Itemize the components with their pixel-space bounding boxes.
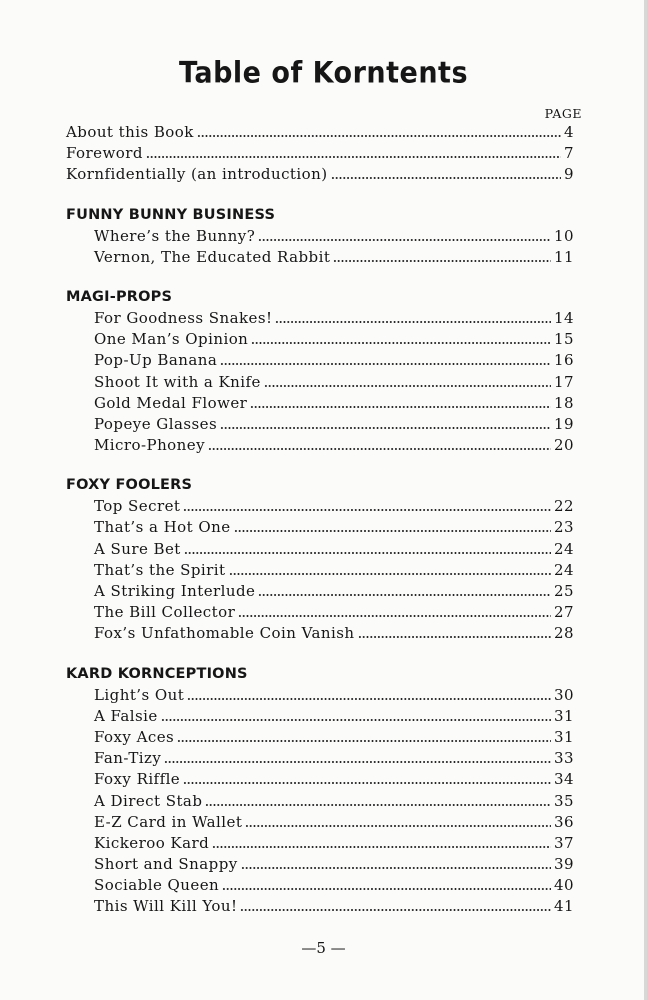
- toc-entry-page: 24: [554, 539, 574, 558]
- dot-leader: [164, 748, 551, 763]
- toc-entry: [66, 706, 574, 727]
- dot-leader: [251, 329, 551, 344]
- toc-entry: [66, 539, 574, 560]
- toc-entry-title: A Sure Bet: [94, 539, 181, 558]
- toc-entry: [66, 496, 574, 517]
- section-heading: FUNNY BUNNY BUSINESS: [66, 206, 276, 223]
- toc-entry-title: This Will Kill You!: [94, 897, 238, 916]
- toc-entry-title: For Goodness Snakes!: [94, 308, 273, 327]
- toc-entry-page: 34: [554, 770, 574, 789]
- toc-entry: [66, 393, 574, 414]
- toc-entry-title: A Direct Stab: [94, 791, 203, 810]
- dot-leader: [258, 581, 551, 596]
- toc-entry-title: E-Z Card in Wallet: [94, 812, 243, 831]
- dot-leader: [241, 854, 551, 869]
- toc-entry-page: 11: [554, 247, 574, 266]
- toc-entry: [66, 896, 574, 917]
- dot-leader: [146, 143, 561, 158]
- dot-leader: [245, 812, 551, 827]
- toc-entry-page: 14: [554, 308, 574, 327]
- table-of-contents: [66, 122, 574, 918]
- dot-leader: [187, 685, 551, 700]
- toc-entry-page: 4: [564, 123, 574, 141]
- dot-leader: [212, 833, 551, 848]
- section-heading: KARD KORNCEPTIONS: [66, 665, 248, 682]
- toc-entry: [66, 560, 574, 581]
- toc-entry-title: Sociable Queen: [94, 876, 220, 895]
- toc-entry-title: Foxy Aces: [94, 727, 175, 746]
- toc-entry-page: 9: [564, 165, 574, 184]
- toc-entry-page: 10: [554, 226, 574, 245]
- toc-entry-title: Pop-Up Banana: [94, 351, 218, 370]
- toc-entry-page: 24: [554, 560, 574, 579]
- toc-entry: [66, 226, 574, 247]
- dot-leader: [234, 517, 551, 532]
- toc-entry-title: That’s the Spirit: [94, 560, 226, 579]
- dot-leader: [275, 308, 551, 323]
- toc-entry-page: 31: [554, 706, 574, 725]
- dot-leader: [238, 602, 551, 617]
- dot-leader: [229, 560, 551, 575]
- page-title: Table of Korntents: [178, 56, 469, 91]
- dot-leader: [250, 393, 551, 408]
- toc-entry-page: 28: [554, 624, 574, 643]
- dot-leader: [240, 896, 551, 911]
- dot-leader: [331, 164, 561, 179]
- toc-entry-title: The Bill Collector: [94, 603, 236, 622]
- toc-entry-title: Shoot It with a Knife: [94, 372, 261, 391]
- page-number-footer: —5 —: [301, 939, 346, 957]
- toc-entry: [66, 350, 574, 371]
- toc-entry-page: 15: [554, 330, 574, 349]
- dot-leader: [184, 539, 551, 554]
- toc-entry: [66, 435, 574, 456]
- toc-entry: [66, 748, 574, 769]
- toc-entry-title: Gold Medal Flower: [94, 393, 248, 412]
- dot-leader: [358, 623, 552, 638]
- toc-entry-title: That’s a Hot One: [94, 518, 231, 537]
- toc-entry-page: 23: [554, 518, 574, 537]
- toc-entry-page: 39: [554, 855, 574, 874]
- toc-entry-title: Light’s Out: [94, 685, 185, 704]
- toc-entry: [66, 308, 574, 329]
- toc-entry-title: Foreword: [66, 144, 143, 163]
- toc-entry: [66, 517, 574, 538]
- toc-entry-title: Kickeroo Kard: [94, 833, 210, 852]
- toc-entry-page: 37: [554, 833, 574, 852]
- toc-entry-title: A Falsie: [94, 706, 158, 725]
- toc-entry: [66, 727, 574, 748]
- toc-entry-title: Vernon, The Educated Rabbit: [94, 247, 331, 266]
- dot-leader: [161, 706, 551, 721]
- toc-entry-page: 16: [554, 351, 574, 370]
- toc-entry: [66, 122, 574, 143]
- toc-entry-title: Fox’s Unfathomable Coin Vanish: [94, 624, 355, 643]
- toc-entry-title: One Man’s Opinion: [94, 330, 249, 349]
- toc-entry: [66, 685, 574, 706]
- toc-entry-page: 27: [554, 603, 574, 622]
- toc-entry: [66, 602, 574, 623]
- toc-entry-title: Fan-Tizy: [94, 749, 162, 768]
- toc-entry-page: 36: [554, 812, 574, 831]
- toc-entry-page: 41: [554, 897, 574, 916]
- dot-leader: [183, 496, 551, 511]
- toc-entry-page: 40: [554, 876, 574, 895]
- toc-entry: [66, 623, 574, 644]
- dot-leader: [220, 350, 551, 365]
- toc-entry-page: 25: [554, 582, 574, 600]
- toc-entry-title: Popeye Glasses: [94, 414, 218, 433]
- dot-leader: [264, 372, 551, 387]
- toc-entry-title: Top Secret: [94, 497, 181, 516]
- dot-leader: [197, 122, 561, 137]
- toc-entry-page: 33: [554, 749, 574, 768]
- toc-entry: [66, 769, 574, 790]
- toc-entry: [66, 812, 574, 833]
- toc-entry-page: 7: [564, 144, 574, 163]
- toc-entry-title: Kornfidentially (an introduction): [66, 165, 328, 184]
- toc-entry: [66, 247, 574, 268]
- toc-entry: [66, 329, 574, 350]
- section-heading: FOXY FOOLERS: [66, 477, 193, 494]
- page-column-label: PAGE: [544, 106, 582, 121]
- dot-leader: [258, 226, 551, 241]
- toc-entry-title: Short and Snappy: [94, 855, 238, 874]
- dot-leader: [205, 791, 551, 806]
- section-heading: MAGI-PROPS: [66, 288, 173, 305]
- toc-entry-page: 17: [554, 372, 574, 391]
- toc-entry: [66, 164, 574, 185]
- toc-entry: [66, 372, 574, 393]
- toc-entry: [66, 143, 574, 164]
- toc-entry: [66, 791, 574, 812]
- toc-entry-page: 22: [554, 497, 574, 516]
- toc-entry-page: 19: [554, 414, 574, 433]
- toc-entry-page: 20: [554, 436, 574, 455]
- toc-entry-page: 30: [554, 685, 574, 704]
- toc-entry: [66, 875, 574, 896]
- dot-leader: [177, 727, 551, 742]
- dot-leader: [208, 435, 551, 450]
- dot-leader: [183, 769, 551, 784]
- toc-entry-title: About this Book: [66, 123, 194, 141]
- toc-entry-page: 31: [554, 727, 574, 746]
- toc-entry-page: 35: [554, 791, 574, 810]
- toc-entry-title: Where’s the Bunny?: [94, 226, 256, 245]
- toc-entry-title: A Striking Interlude: [94, 582, 256, 600]
- toc-entry: [66, 833, 574, 854]
- toc-entry: [66, 581, 574, 602]
- dot-leader: [220, 414, 551, 429]
- toc-entry-title: Foxy Riffle: [94, 770, 181, 789]
- toc-entry-page: 18: [554, 393, 574, 412]
- toc-entry: [66, 414, 574, 435]
- toc-entry-title: Micro-Phoney: [94, 436, 206, 455]
- dot-leader: [222, 875, 551, 890]
- dot-leader: [333, 247, 551, 262]
- toc-entry: [66, 854, 574, 875]
